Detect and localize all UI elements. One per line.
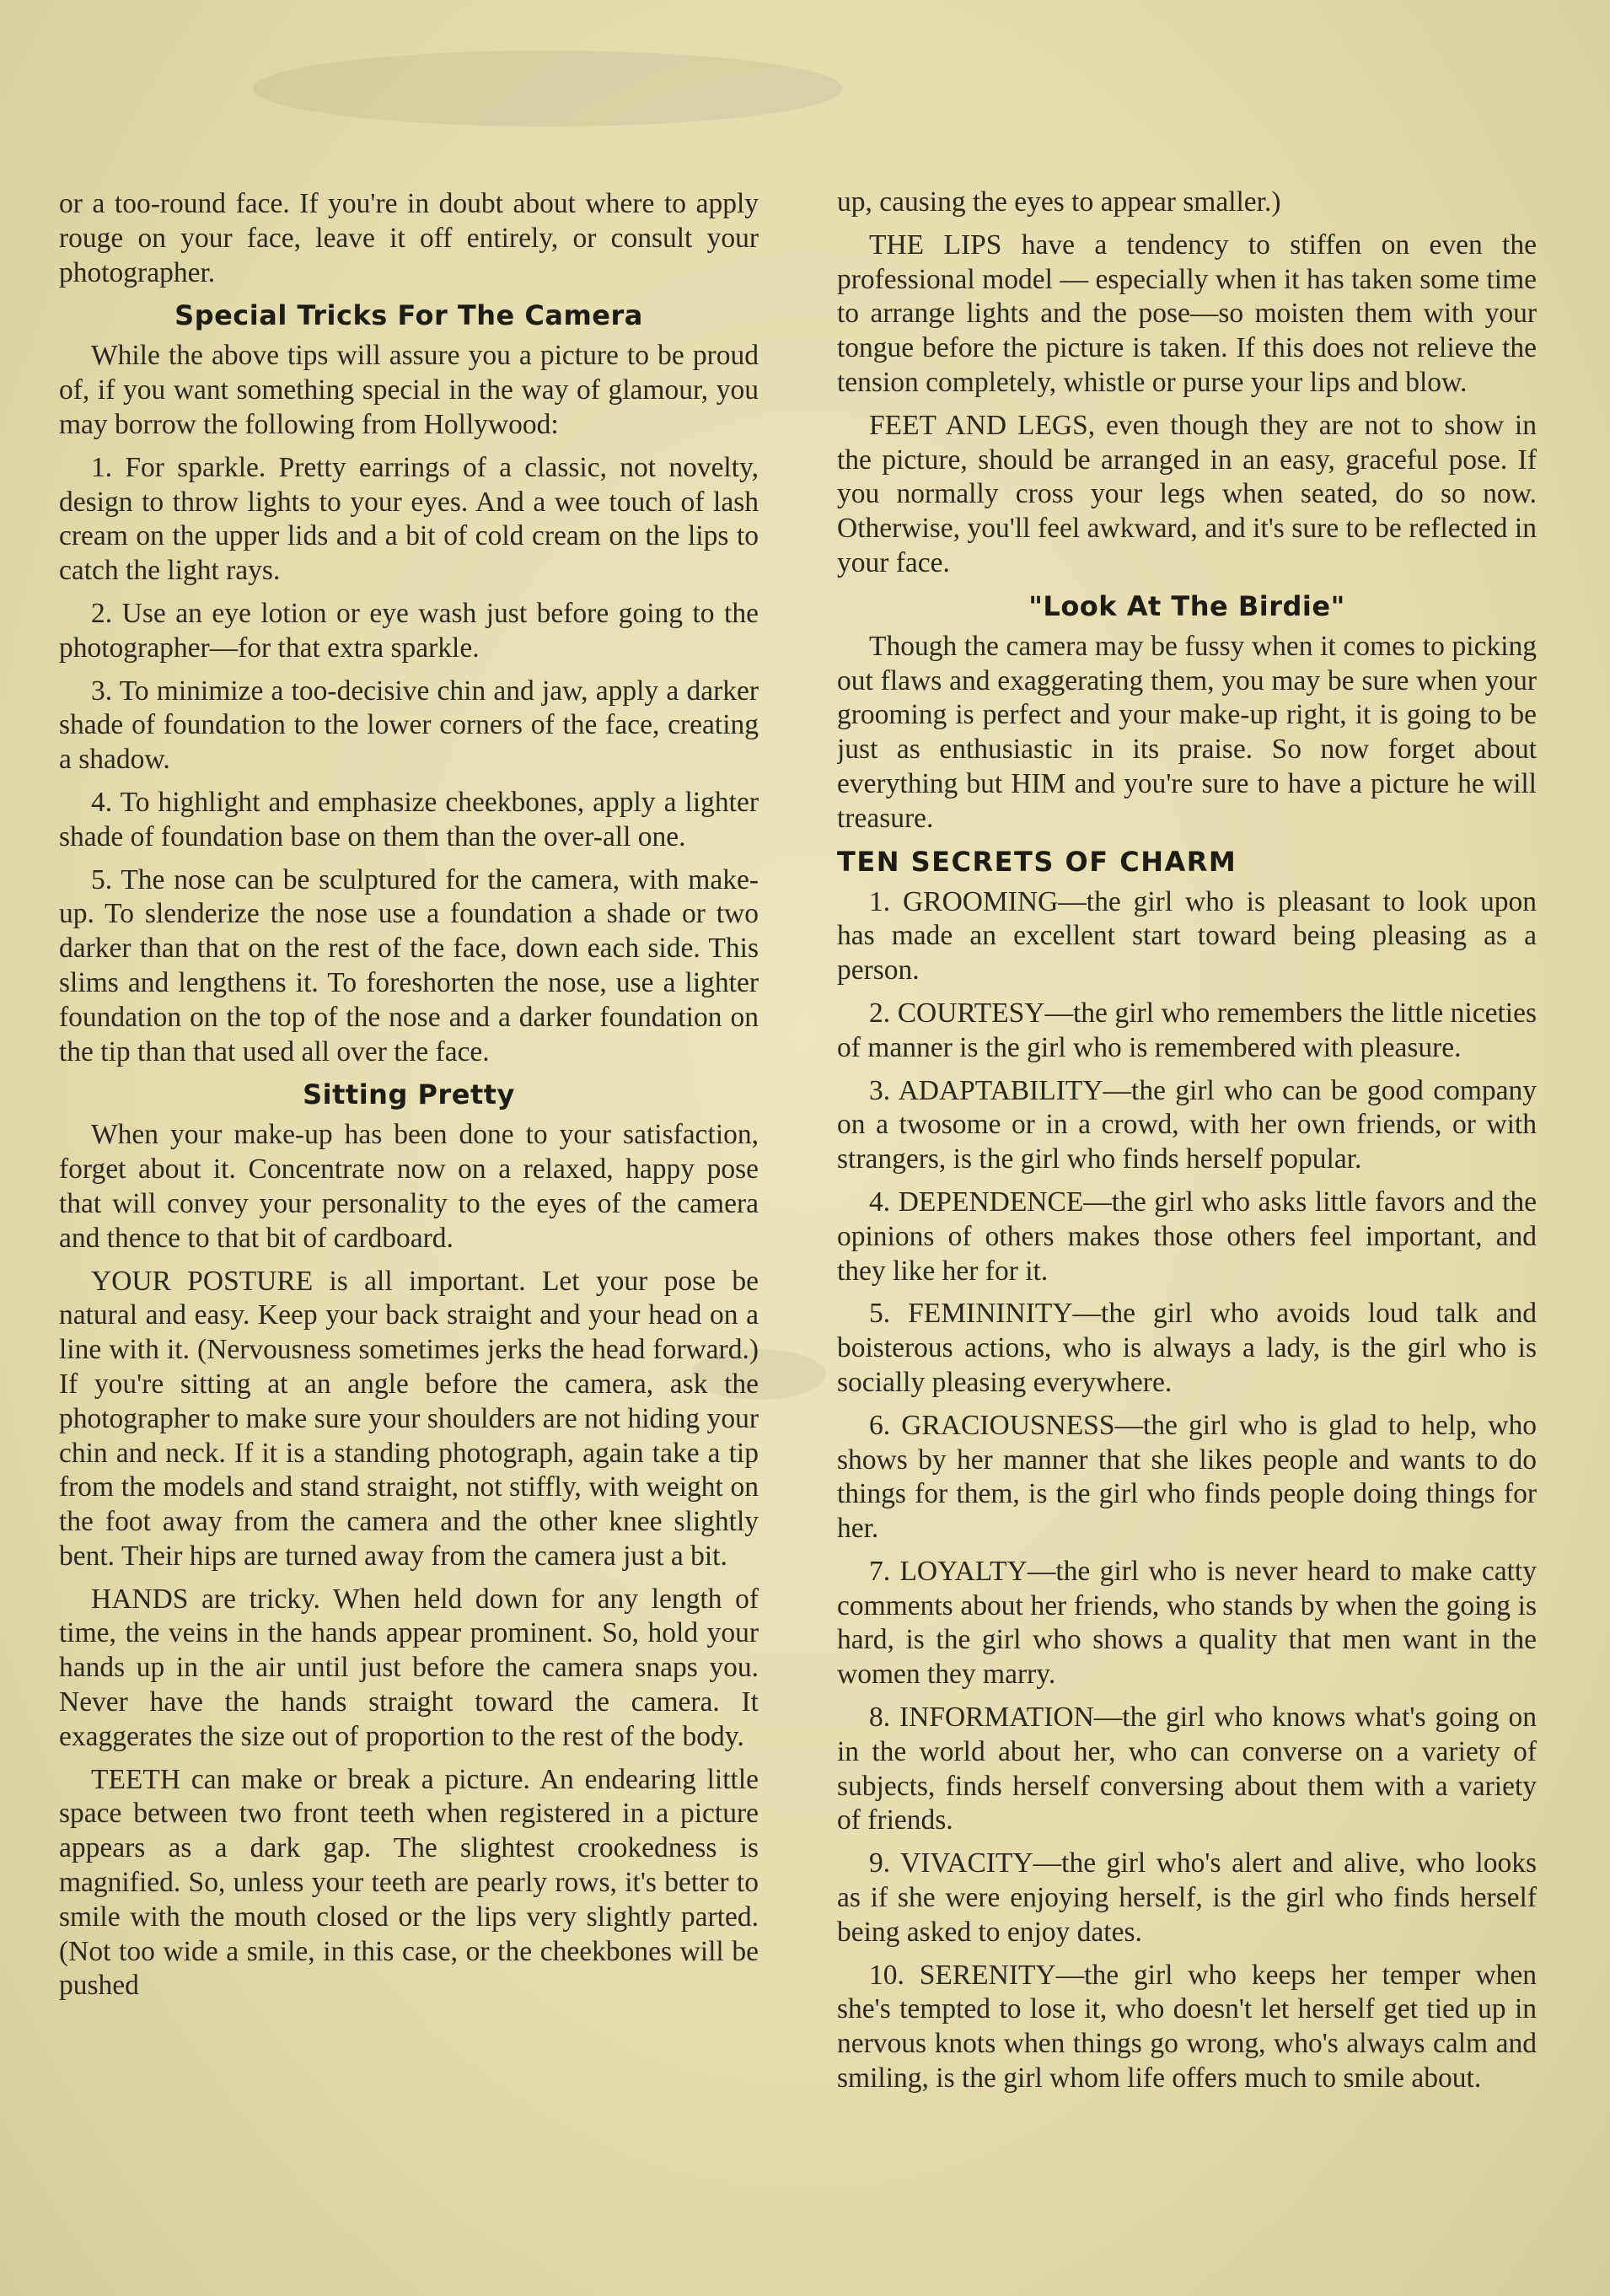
paragraph: 1. For sparkle. Pretty earrings of a classic, not novelty, design to throw lights to your eyes. And a wee touch of lash cream on the upper lids and a bit of cold cream on the lips to catch the light rays. (59, 451, 759, 587)
paragraph: THE LIPS have a tendency to stiffen on even the professional model — especially when it has taken some time to arrange lights and the pose—so moisten them with your tongue before the picture is taken. If this does not relieve the tension completely, whistle or purse your lips and blow. (837, 229, 1537, 398)
section-heading: Special Tricks For The Camera (174, 299, 643, 332)
left-column (59, 187, 759, 2245)
paragraph: 9. VIVACITY—the girl who's alert and alive, who looks as if she were enjoying herself, is the girl who finds herself being asked to enjoy dates. (837, 1847, 1537, 1948)
section-heading: Sitting Pretty (303, 1078, 515, 1111)
paragraph: 3. To minimize a too-decisive chin and jaw, apply a darker shade of foundation to the lower corners of the face, creating a shadow. (59, 675, 759, 776)
paper-stain (253, 51, 843, 126)
section-heading: "Look At The Birdie" (1028, 589, 1345, 622)
paragraph: or a too-round face. If you're in doubt about where to apply rouge on your face, leave it off entirely, or consult your photographer. (59, 188, 759, 288)
paragraph: 6. GRACIOUSNESS—the girl who is glad to help, who shows by her manner that she likes people and wants to do things for them, is the girl who finds people doing things for her. (837, 1409, 1537, 1545)
paragraph: Though the camera may be fussy when it comes to picking out flaws and exaggerating them, you may be sure when your grooming is perfect and your make-up right, it is going to be just as enthusiastic in its praise. So now forget about everything but HIM and you're sure to have a picture he will treasure. (837, 630, 1537, 834)
paragraph: 8. INFORMATION—the girl who knows what's going on in the world about her, who can converse on a variety of subjects, finds herself conversing about them with a variety of friends. (837, 1702, 1537, 1836)
paragraph: 4. DEPENDENCE—the girl who asks little favors and the opinions of others makes those others feel important, and they like her for it. (837, 1186, 1537, 1287)
paragraph: 2. Use an eye lotion or eye wash just before going to the photographer—for that extra sparkle. (59, 597, 759, 664)
paragraph: FEET AND LEGS, even though they are not to show in the picture, should be arranged in an easy, graceful pose. If you normally cross your legs when seated, do so now. Otherwise, you'll feel awkward, and it's sure to be reflected in your face. (837, 409, 1537, 578)
paragraph: 10. SERENITY—the girl who keeps her temper when she's tempted to lose it, who doesn't let herself get tied up in nervous knots when things go wrong, who's always calm and smiling, is the girl whom life offers much to smile about. (837, 1959, 1537, 2094)
paragraph: 1. GROOMING—the girl who is pleasant to look upon has made an excellent start toward being pleasing as a person. (837, 885, 1537, 987)
paragraph: TEETH can make or break a picture. An endearing little space between two front teeth when registered in a picture appears as a dark gap. The slightest crookedness is magnified. So, unless your teeth are pearly rows, it's better to smile with the mouth closed or the lips very slightly parted. (Not too wide a smile, in this case, or the cheekbones will be pushed (59, 1763, 759, 2002)
paragraph: 4. To highlight and emphasize cheekbones, apply a lighter shade of foundation base on them than the over-all one. (59, 786, 759, 852)
paragraph: While the above tips will assure you a picture to be proud of, if you want something special in the way of glamour, you may borrow the following from Hollywood: (59, 340, 759, 440)
paragraph: 7. LOYALTY—the girl who is never heard to make catty comments about her friends, who stands by when the going is hard, is the girl who shows a quality that men want in the women they marry. (837, 1555, 1537, 1691)
paragraph: HANDS are tricky. When held down for any length of time, the veins in the hands appear prominent. So, hold your hands up in the air until just before the camera snaps you. Never have the hands straight toward the camera. It exaggerates the size out of proportion to the rest of the body. (59, 1583, 759, 1752)
paragraph: When your make-up has been done to your satisfaction, forget about it. Concentrate now on a relaxed, happy pose that will convey your personality to the eyes of the camera and thence to that bit of cardboard. (59, 1119, 759, 1254)
paragraph: 3. ADAPTABILITY—the girl who can be good company on a twosome or in a crowd, with her own friends, or with strangers, is the girl who finds herself popular. (837, 1074, 1537, 1175)
section-heading: TEN SECRETS OF CHARM (837, 845, 1237, 878)
paragraph: 5. FEMININITY—the girl who avoids loud talk and boisterous actions, who is always a lady, is the girl who is socially pleasing everywhere. (837, 1298, 1537, 1398)
right-column (837, 186, 1537, 2243)
paragraph: up, causing the eyes to appear smaller.) (837, 186, 1281, 218)
paragraph: YOUR POSTURE is all important. Let your pose be natural and easy. Keep your back straight and your head on a line with it. (Nervousness sometimes jerks the head forward.) If you're sitting at an angle before the camera, ask the photographer to make sure your shoulders are not hiding your chin and neck. If it is a standing photograph, again take a tip from the models and stand straight, not stiffly, with weight on the foot away from the camera and the other knee slightly bent. Their hips are turned away from the camera just a bit. (59, 1265, 759, 1572)
paragraph: 2. COURTESY—the girl who remembers the little niceties of manner is the girl who is remembered with pleasure. (837, 997, 1537, 1063)
paragraph: 5. The nose can be sculptured for the camera, with make-up. To slenderize the nose use a foundation a shade or two darker than that on the rest of the face, down each side. This slims and lengthens it. To foreshorten the nose, use a lighter foundation on the top of the nose and a darker foundation on the tip than that used all over the face. (59, 863, 759, 1067)
